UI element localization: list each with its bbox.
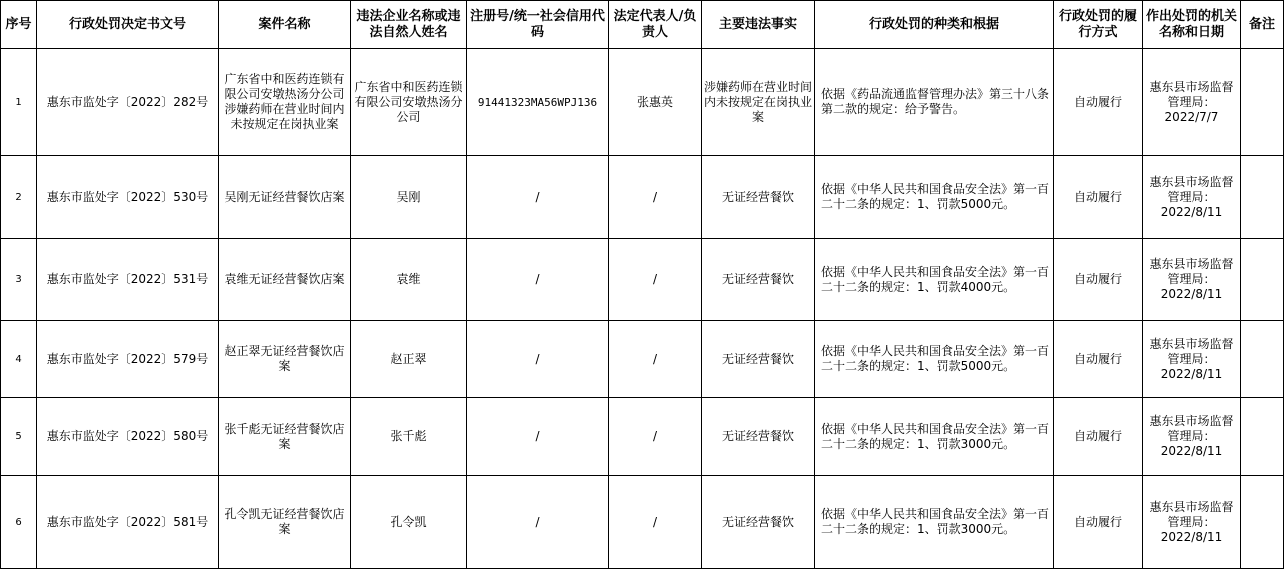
cell-legal-rep: /: [609, 239, 702, 321]
cell-facts: 无证经营餐饮: [702, 476, 815, 569]
cell-case-name: 袁维无证经营餐饮店案: [219, 239, 351, 321]
cell-method: 自动履行: [1054, 49, 1143, 156]
cell-seq: 4: [1, 321, 37, 398]
table-row: [1, 476, 1284, 569]
header-authority: 作出处罚的机关名称和日期: [1143, 1, 1241, 49]
cell-party: 袁维: [351, 239, 467, 321]
cell-remark: [1241, 321, 1284, 398]
cell-doc-no: 惠东市监处字〔2022〕580号: [37, 398, 219, 476]
header-case-name: 案件名称: [219, 1, 351, 49]
cell-party: 广东省中和医药连锁有限公司安墩热汤分公司: [351, 49, 467, 156]
cell-reg-no: /: [467, 476, 609, 569]
cell-facts: 无证经营餐饮: [702, 239, 815, 321]
cell-case-name: 张千彪无证经营餐饮店案: [219, 398, 351, 476]
cell-legal-rep: /: [609, 156, 702, 239]
cell-party: 吴刚: [351, 156, 467, 239]
cell-party: 孔令凯: [351, 476, 467, 569]
table-row: [1, 49, 1284, 156]
cell-basis: 依据《中华人民共和国食品安全法》第一百二十二条的规定：1、罚款5000元。: [815, 156, 1054, 239]
cell-legal-rep: /: [609, 321, 702, 398]
cell-method: 自动履行: [1054, 239, 1143, 321]
cell-facts: 无证经营餐饮: [702, 156, 815, 239]
cell-case-name: 吴刚无证经营餐饮店案: [219, 156, 351, 239]
cell-authority: 惠东县市场监督管理局：2022/8/11: [1143, 476, 1241, 569]
cell-method: 自动履行: [1054, 476, 1143, 569]
cell-seq: 5: [1, 398, 37, 476]
cell-case-name: 孔令凯无证经营餐饮店案: [219, 476, 351, 569]
cell-party: 张千彪: [351, 398, 467, 476]
cell-remark: [1241, 49, 1284, 156]
cell-reg-no: /: [467, 156, 609, 239]
cell-remark: [1241, 239, 1284, 321]
cell-method: 自动履行: [1054, 398, 1143, 476]
cell-basis: 依据《中华人民共和国食品安全法》第一百二十二条的规定：1、罚款5000元。: [815, 321, 1054, 398]
cell-reg-no: /: [467, 239, 609, 321]
cell-basis: 依据《中华人民共和国食品安全法》第一百二十二条的规定：1、罚款3000元。: [815, 398, 1054, 476]
cell-remark: [1241, 156, 1284, 239]
cell-case-name: 广东省中和医药连锁有限公司安墩热汤分公司涉嫌药师在营业时间内未按规定在岗执业案: [219, 49, 351, 156]
header-remark: 备注: [1241, 1, 1284, 49]
header-party: 违法企业名称或违法自然人姓名: [351, 1, 467, 49]
cell-party: 赵正翠: [351, 321, 467, 398]
table-row: [1, 239, 1284, 321]
header-legal-rep: 法定代表人/负责人: [609, 1, 702, 49]
cell-method: 自动履行: [1054, 156, 1143, 239]
cell-facts: 无证经营餐饮: [702, 321, 815, 398]
cell-remark: [1241, 476, 1284, 569]
cell-doc-no: 惠东市监处字〔2022〕530号: [37, 156, 219, 239]
cell-seq: 2: [1, 156, 37, 239]
cell-doc-no: 惠东市监处字〔2022〕579号: [37, 321, 219, 398]
cell-remark: [1241, 398, 1284, 476]
cell-basis: 依据《中华人民共和国食品安全法》第一百二十二条的规定：1、罚款3000元。: [815, 476, 1054, 569]
cell-doc-no: 惠东市监处字〔2022〕282号: [37, 49, 219, 156]
cell-authority: 惠东县市场监督管理局：2022/8/11: [1143, 398, 1241, 476]
cell-legal-rep: /: [609, 398, 702, 476]
header-seq: 序号: [1, 1, 37, 49]
cell-reg-no: /: [467, 398, 609, 476]
cell-seq: 6: [1, 476, 37, 569]
cell-legal-rep: /: [609, 476, 702, 569]
cell-basis: 依据《药品流通监督管理办法》第三十八条第二款的规定：给予警告。: [815, 49, 1054, 156]
cell-authority: 惠东县市场监督管理局：2022/8/11: [1143, 239, 1241, 321]
cell-basis: 依据《中华人民共和国食品安全法》第一百二十二条的规定：1、罚款4000元。: [815, 239, 1054, 321]
table-row: [1, 156, 1284, 239]
header-facts: 主要违法事实: [702, 1, 815, 49]
cell-authority: 惠东县市场监督管理局：2022/8/11: [1143, 156, 1241, 239]
header-basis: 行政处罚的种类和根据: [815, 1, 1054, 49]
cell-doc-no: 惠东市监处字〔2022〕581号: [37, 476, 219, 569]
cell-method: 自动履行: [1054, 321, 1143, 398]
cell-doc-no: 惠东市监处字〔2022〕531号: [37, 239, 219, 321]
header-doc-no: 行政处罚决定书文号: [37, 1, 219, 49]
cell-facts: 涉嫌药师在营业时间内未按规定在岗执业案: [702, 49, 815, 156]
cell-authority: 惠东县市场监督管理局：2022/8/11: [1143, 321, 1241, 398]
cell-seq: 1: [1, 49, 37, 156]
cell-reg-no: 91441323MA56WPJ136: [467, 49, 609, 156]
header-row: [1, 1, 1284, 49]
cell-facts: 无证经营餐饮: [702, 398, 815, 476]
header-reg-no: 注册号/统一社会信用代码: [467, 1, 609, 49]
table-row: [1, 398, 1284, 476]
cell-authority: 惠东县市场监督管理局：2022/7/7: [1143, 49, 1241, 156]
cell-case-name: 赵正翠无证经营餐饮店案: [219, 321, 351, 398]
table-row: [1, 321, 1284, 398]
cell-seq: 3: [1, 239, 37, 321]
cell-reg-no: /: [467, 321, 609, 398]
cell-legal-rep: 张惠英: [609, 49, 702, 156]
header-method: 行政处罚的履行方式: [1054, 1, 1143, 49]
